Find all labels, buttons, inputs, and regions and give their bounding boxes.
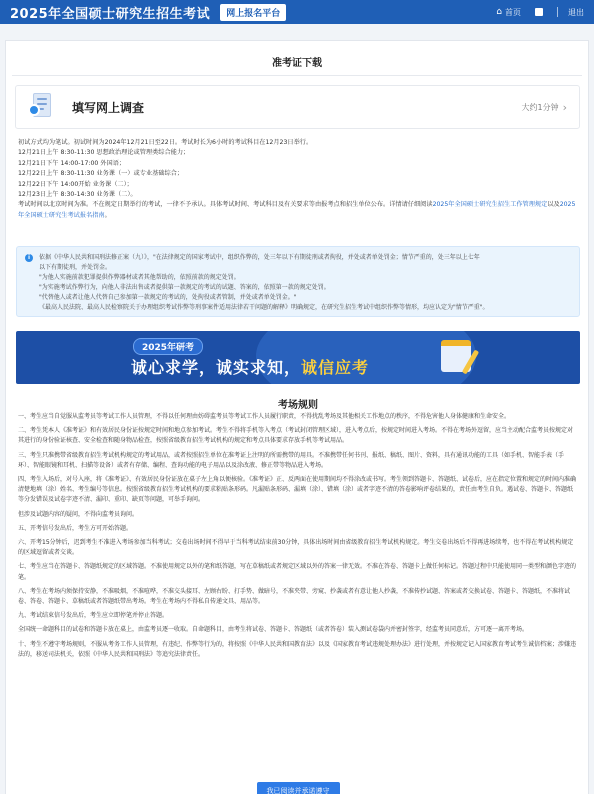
schedule-item: 12月21日上午 8:30-11:30 思想政治理论或管理类综合能力； bbox=[18, 149, 190, 157]
notice-line: "代替他人或者让他人代替自己参加第一款规定的考试的，处拘役或者管制，并处或者单处罚金。" bbox=[39, 294, 297, 301]
exam-schedule bbox=[18, 138, 578, 221]
rule-item: 但涉及试题内容的疑问，不得向监考员询问。 bbox=[18, 510, 139, 518]
nav-logout-label: 退出 bbox=[568, 7, 584, 17]
platform-badge: 网上报名平台 bbox=[220, 4, 286, 21]
schedule-intro: 初试方式均为笔试。初试时间为2024年12月21日至22日。考试时长为6小时的考试科目在12月23日举行。 bbox=[18, 139, 313, 146]
main-panel bbox=[5, 40, 589, 794]
schedule-item: 12月22日下午 14:00开始 业务课（二）； bbox=[18, 180, 133, 188]
nav-divider bbox=[557, 7, 558, 17]
nav-home[interactable] bbox=[496, 7, 521, 18]
schedule-item: 12月23日上午 8:30-14:30 业务课（二）。 bbox=[18, 191, 137, 199]
info-icon: i bbox=[25, 254, 33, 262]
page-title: 准考证下载 bbox=[272, 58, 322, 69]
nav-home-label: 首页 bbox=[505, 7, 521, 17]
regulation-link[interactable]: 2025年全国硕士研究生招生工作管理规定 bbox=[432, 201, 548, 209]
document-icon bbox=[28, 92, 54, 122]
rule-item: 十、考生不遵守考场规则，不服从考务工作人员管理，有违纪、作弊等行为的，将按照《中华人民共和国教育法》以及《国家教育考试违规处理办法》进行处理，并按规定记入国家教育考试考生诚信档案；涉嫌违法的，移送司法机关，依照《中华人民共和国刑法》等追究法律责任。 bbox=[18, 640, 577, 658]
banner-slogan: 诚心求学，诚实求知，诚信应考 bbox=[131, 358, 370, 377]
survey-duration: 大约1分钟 bbox=[521, 102, 559, 112]
rule-item: 六、开考15分钟后，迟到考生不准进入考场参加当科考试；交卷出场时间不得早于当科考试结束前30分钟，具体出场时间由省级教育招生考试机构规定。考生交卷出场后不得再进场续考，也不得在考试机构规定的区域逗留或者交谈。 bbox=[18, 539, 574, 557]
message-icon[interactable] bbox=[535, 8, 543, 16]
rule-item: 五、开考信号发出后，考生方可开始答题。 bbox=[18, 524, 133, 532]
top-nav bbox=[486, 7, 584, 18]
rule-item: 三、考生只准携带省级教育招生考试机构规定的考试用品，或者按照招生单位在准考证上注明的所需携带的用具。不准携带任何书刊、报纸、稿纸、图片、资料，具有通讯功能的工具（如手机、智能手表（手环）、智能眼镜和耳机、扫描等设备）或者有存储、编程、查询功能的电子用品以及涂改液、修正带等物品进入考场。 bbox=[18, 451, 565, 469]
rule-item: 七、考生应当在答题卡、答题纸规定的区域答题。不准使用规定以外的笔和纸答题，写在草稿纸或者规定区域以外的答案一律无效。不准在答卷、答题卡上做任何标记。答题过程中只能使用同一类型和颜色字迹的笔。 bbox=[18, 563, 577, 581]
rule-item: 八、考生在考场内须保持安静，不准吸烟，不准喧哗，不准交头接耳、左顾右盼、打手势、做暗号，不准夹带、旁窥、抄袭或者有意让他人抄袭，不准传抄试题、答案或者交换试卷、答题卡、答题纸，不准将试卷、答卷、答题卡、草稿纸或者答题纸带出考场。考生在考场内不得私自传递文具、用品等。 bbox=[18, 587, 571, 606]
agree-button[interactable]: 我已阅读并承诺遵守 bbox=[257, 782, 340, 794]
rule-item: 九、考试结束信号发出后，考生应立即停笔并停止答题。 bbox=[18, 612, 169, 620]
schedule-item: 12月21日下午 14:00-17:00 外国语； bbox=[18, 159, 126, 167]
home-icon: ⌂ bbox=[496, 6, 502, 17]
site-title: 2025年全国硕士研究生招生考试 bbox=[10, 6, 211, 22]
rule-item: 一、考生应当自觉服从监考员等考试工作人员管理，不得以任何理由妨碍监考员等考试工作人员履行职责，不得扰乱考场及其他相关工作地点的秩序，不得危害他人身体健康和生命安全。 bbox=[18, 413, 511, 420]
chevron-right-icon: › bbox=[562, 100, 567, 114]
rule-item: 全国统一命题科目的试卷和答题卡放在桌上，由监考员逐一收取。自命题科目，由考生将试卷、答题卡、答题纸（或者答卷）装入测试卷袋内并密封签字，经监考员同意后，方可逐一离开考场。 bbox=[18, 626, 529, 634]
rules-title: 考场规则 bbox=[278, 400, 318, 411]
legal-notice bbox=[16, 246, 580, 317]
notice-line: "为实施考试作弊行为，向他人非法出售或者提供第一款规定的考试的试题、答案的，依照第一款的规定处罚。 bbox=[39, 284, 330, 291]
notice-line: 《最高人民法院、最高人民检察院关于办理组织考试作弊等刑事案件适用法律若干问题的解释》明确规定，在研究生招生考试中组织作弊等情形，均应认定为"情节严重"。 bbox=[39, 304, 489, 311]
schedule-item: 12月22日上午 8:30-11:30 业务课（一）或专业基础综合； bbox=[18, 170, 184, 178]
action-bar bbox=[6, 778, 590, 794]
rule-item: 四、考生入场后，对号入座，将《准考证》、有效居民身份证放在桌子左上角以便核验。《准考证》正、反两面在使用期间均不得涂改或书写。考生领到答题卡、答题纸、试卷后，应在指定位置和规定的时间内准确清楚地填（涂）姓名、考生编号等信息。按照省级教育招生考试机构的要求粘贴条形码。凡漏贴条形码、漏填（涂）、错填（涂）或者字迹不清的答卷影响评卷结果的，责任由考生自负。遇试卷、答题卡、答题纸等分发错误及试卷字迹不清、漏印、重印、缺页等问题，可举手询问。 bbox=[18, 476, 577, 504]
top-bar bbox=[0, 0, 594, 24]
schedule-note: 考试时间以北京时间为准。不在规定日期举行的考试，一律不予承认。具体考试时间、考试科目及有关要求等由报考点和招生单位公布。详情请仔细阅读2025年全国硕士研究生招生工作管理规定以及2025年全国硕士研究生考试报名指南。 bbox=[18, 201, 576, 219]
rules-list bbox=[18, 412, 578, 664]
banner-tag: 2025年研考 bbox=[133, 338, 203, 355]
survey-title: 填写网上调查 bbox=[72, 100, 145, 115]
title-divider bbox=[12, 75, 582, 76]
notice-line: 以下有期徒刑，并处罚金。 bbox=[39, 264, 112, 271]
integrity-banner bbox=[16, 331, 580, 384]
notice-line: 依据《中华人民共和国刑法修正案（九）》，"在法律规定的国家考试中，组织作弊的，处三年以下有期徒刑或者拘役，并处或者单处罚金；情节严重的，处三年以上七年 bbox=[39, 254, 480, 261]
survey-card[interactable] bbox=[15, 85, 580, 129]
notice-line: "为他人实施前款犯罪提供作弊器材或者其他帮助的，依照前款的规定处罚。 bbox=[39, 274, 240, 281]
rule-item: 二、考生凭本人《准考证》和有效居民身份证按规定时间和地点参加考试。考生不得将手机等入考点（考试封闭管理区域），进入考点后，按规定时间进入考场。不得在考场外逗留，应当主动配合监考员按规定对其进行的身份验证核查、安全检查和随身物品检查，按照省级教育招生考试机构的规定和考点具体要求存放手机等考试用品。 bbox=[18, 427, 574, 445]
nav-logout[interactable] bbox=[568, 7, 584, 18]
guide-link[interactable]: 2025年全国硕士研究生考试报名指南 bbox=[18, 201, 576, 219]
